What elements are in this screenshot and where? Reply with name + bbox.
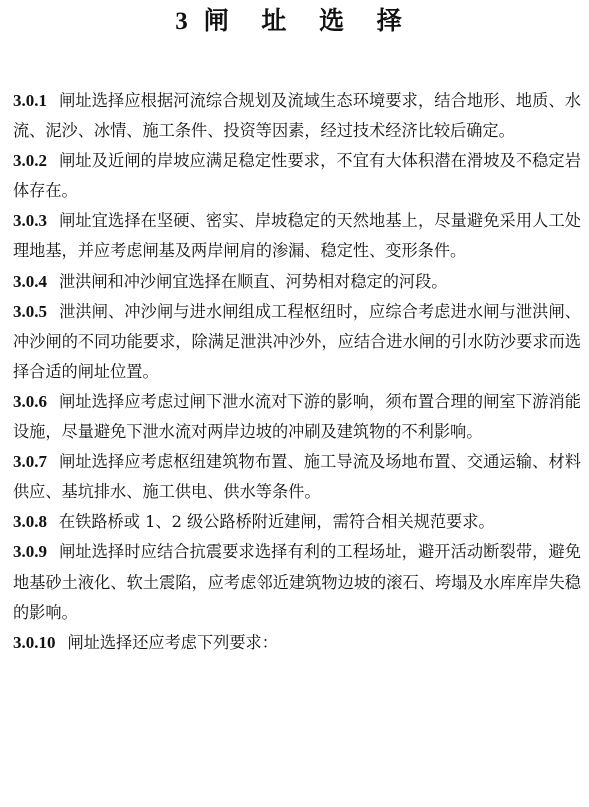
clause-text: 闸址选择应考虑过闸下泄水流对下游的影响，须布置合理的闸室下游消能设施，尽量避免下泄水流对两岸边坡的冲刷及建筑物的不利影响。 <box>13 391 581 442</box>
clause-text: 泄洪闸、冲沙闸与进水闸组成工程枢纽时，应综合考虑进水闸与泄洪闸、冲沙闸的不同功能要求，除满足泄洪冲沙外，应结合进水闸的引水防沙要求而选择合适的闸址位置。 <box>13 301 581 381</box>
clause-3-0-1 <box>13 86 581 146</box>
clause-number: 3.0.9 <box>13 542 47 562</box>
chapter-title: 闸 址 选 择 <box>203 6 414 35</box>
clause-3-0-2 <box>13 146 581 206</box>
clause-number: 3.0.3 <box>13 211 47 231</box>
clause-number: 3.0.5 <box>13 301 47 321</box>
clause-text: 在铁路桥或 1、2 级公路桥附近建闸，需符合相关规范要求。 <box>59 512 495 532</box>
clause-3-0-7 <box>13 447 581 507</box>
clause-number: 3.0.7 <box>13 452 47 472</box>
clause-text: 闸址选择应考虑枢纽建筑物布置、施工导流及场地布置、交通运输、材料供应、基坑排水、施工供电、供水等条件。 <box>13 452 581 502</box>
clause-number: 3.0.4 <box>13 271 47 291</box>
clause-3-0-9 <box>13 537 581 627</box>
chapter-number: 3 <box>175 8 194 35</box>
clause-number: 3.0.8 <box>13 512 47 532</box>
clause-text: 闸址选择还应考虑下列要求： <box>67 632 278 652</box>
clause-3-0-6 <box>13 387 581 447</box>
chapter-heading <box>0 4 589 39</box>
clause-list <box>13 86 581 658</box>
clause-3-0-4 <box>13 267 581 297</box>
clause-number: 3.0.1 <box>13 91 47 110</box>
clause-text: 闸址及近闸的岸坡应满足稳定性要求，不宜有大体积潜在滑坡及不稳定岩体存在。 <box>13 151 581 201</box>
clause-number: 3.0.2 <box>13 151 47 171</box>
clause-3-0-8 <box>13 507 581 537</box>
clause-number: 3.0.6 <box>13 391 47 411</box>
clause-text: 泄洪闸和冲沙闸宜选择在顺直、河势相对稳定的河段。 <box>59 271 448 291</box>
clause-text: 闸址选择时应结合抗震要求选择有利的工程场址，避开活动断裂带，避免地基砂土液化、软土震陷，应考虑邻近建筑物边坡的滚石、垮塌及水库库岸失稳的影响。 <box>13 542 581 622</box>
clause-text: 闸址宜选择在坚硬、密实、岸坡稳定的天然地基上，尽量避免采用人工处理地基，并应考虑闸基及两岸闸肩的渗漏、稳定性、变形条件。 <box>13 211 581 261</box>
clause-number: 3.0.10 <box>13 632 56 652</box>
clause-3-0-3 <box>13 206 581 266</box>
clause-text: 闸址选择应根据河流综合规划及流域生态环境要求，结合地形、地质、水流、泥沙、冰情、施工条件、投资等因素，经过技术经济比较后确定。 <box>13 91 581 141</box>
clause-3-0-10 <box>13 628 581 658</box>
clause-3-0-5 <box>13 297 581 387</box>
